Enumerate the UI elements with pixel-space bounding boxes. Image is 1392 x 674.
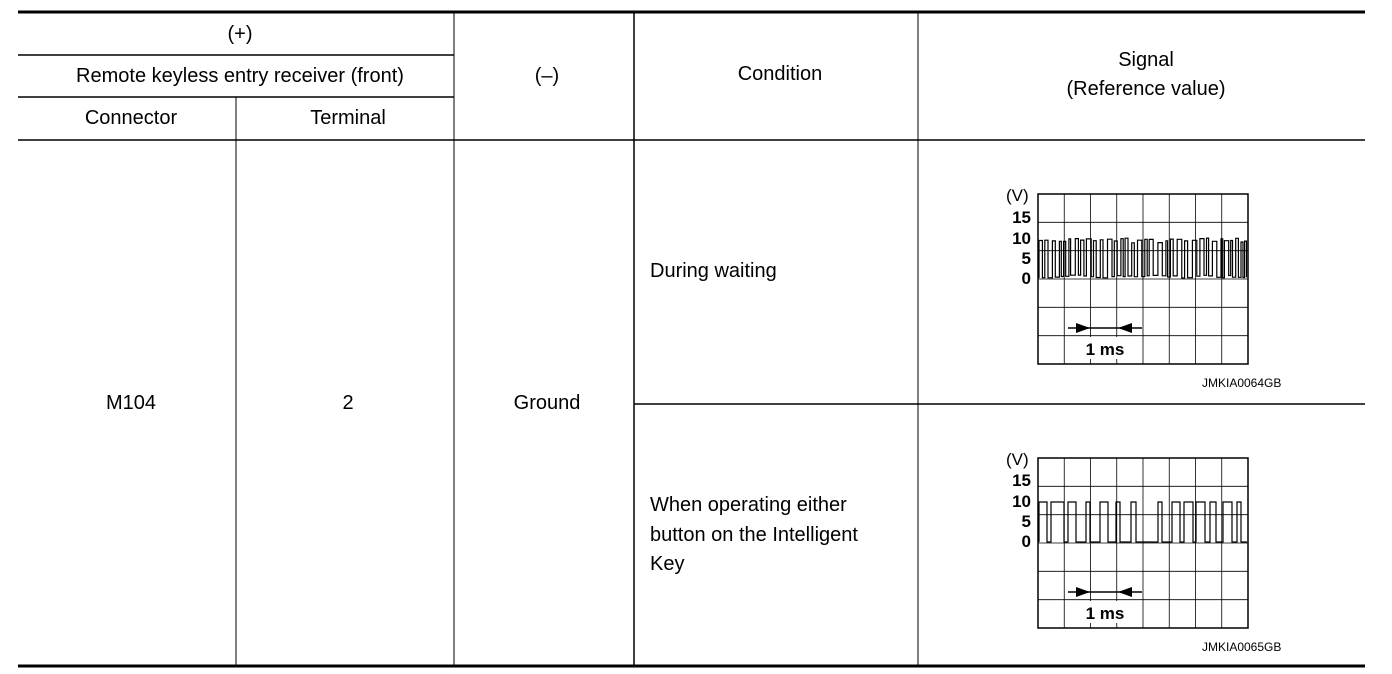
timebase-marker (1068, 587, 1142, 597)
header-signal-reference: (Reference value) (1066, 78, 1226, 100)
scope-tick-5: 5 (1021, 512, 1031, 531)
scope-tick-0: 0 (1021, 269, 1031, 288)
timebase-marker (1068, 323, 1142, 333)
header-terminal: Terminal (310, 107, 386, 129)
table-grid (18, 12, 1365, 666)
scope-tick-0: 0 (1021, 532, 1031, 551)
scope-tick-10: 10 (1012, 229, 1031, 248)
scope-unit-label: (V) (1006, 186, 1029, 205)
timebase-label: 1 ms (1085, 604, 1125, 623)
ground-value: Ground (513, 392, 581, 414)
signal-scope-waiting (1006, 186, 1281, 390)
scope-tick-5: 5 (1021, 249, 1031, 268)
terminal-value: 2 (342, 392, 354, 414)
header-component: Remote keyless entry receiver (front) (76, 65, 404, 87)
scope-grid (1038, 458, 1248, 628)
header-plus: (+) (227, 23, 253, 45)
header-signal: Signal (1118, 49, 1174, 71)
scope-tick-15: 15 (1012, 208, 1031, 227)
condition-operating-line1: When operating either (650, 494, 847, 516)
scope-tick-10: 10 (1012, 492, 1031, 511)
figure-id: JMKIA0065GB (1202, 640, 1282, 654)
header-condition: Condition (737, 63, 823, 85)
figure-id: JMKIA0064GB (1202, 376, 1282, 390)
condition-operating-line3: Key (650, 553, 685, 575)
signal-scope-operating (1006, 450, 1281, 654)
header-connector: Connector (84, 107, 178, 129)
header-minus: (–) (534, 65, 560, 87)
connector-value: M104 (105, 392, 157, 414)
scope-unit-label: (V) (1006, 450, 1029, 469)
scope-grid (1038, 194, 1248, 364)
condition-operating-line2: button on the Intelligent (650, 524, 858, 546)
scope-tick-15: 15 (1012, 471, 1031, 490)
condition-waiting: During waiting (650, 260, 777, 282)
timebase-label: 1 ms (1085, 340, 1125, 359)
